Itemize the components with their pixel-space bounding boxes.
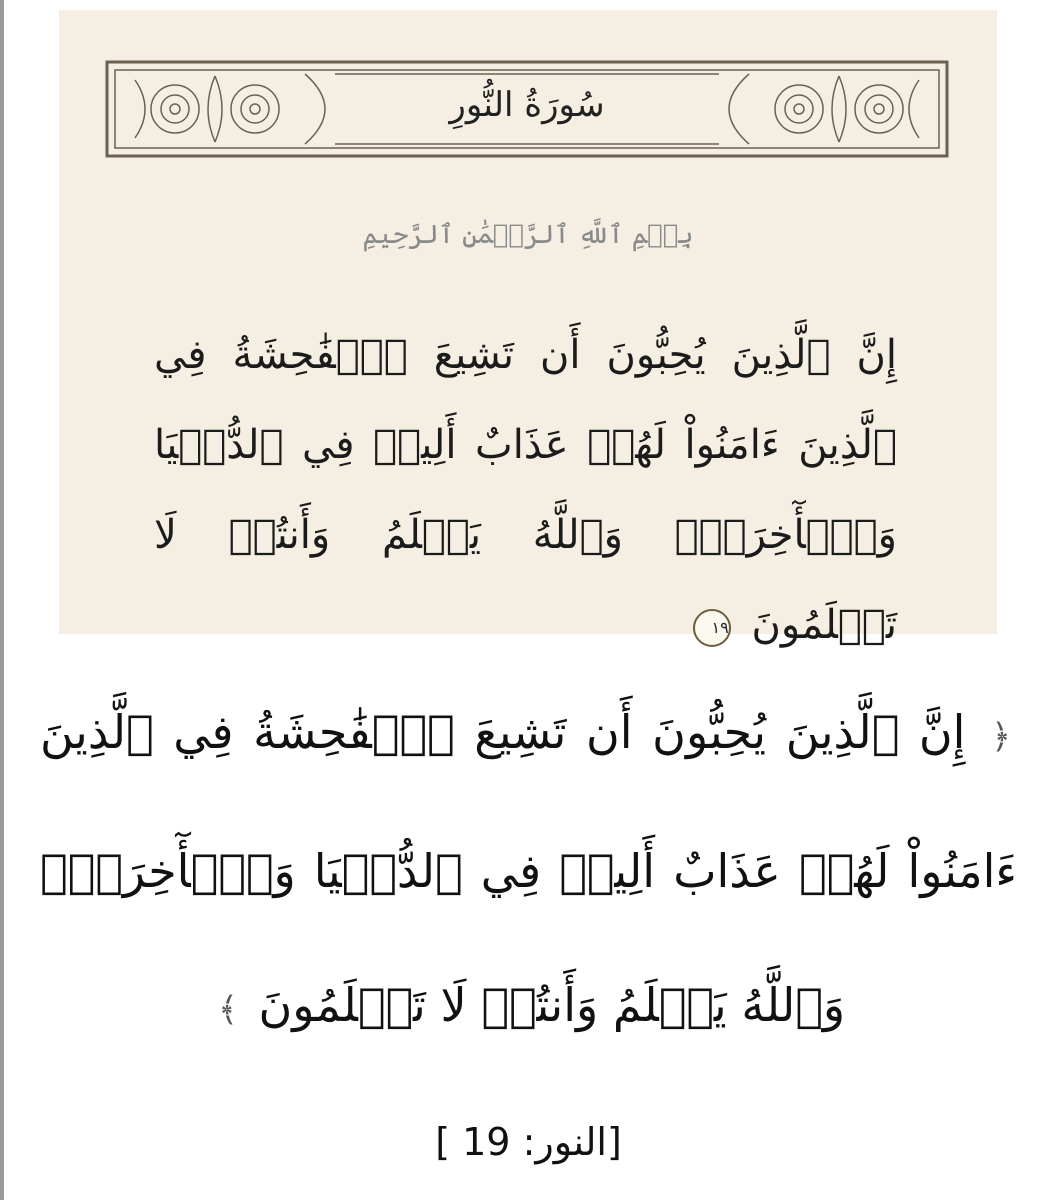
left-edge-rule — [0, 0, 4, 1200]
ornament-close-icon: ﴾ — [217, 990, 238, 1030]
main-verse-body: إِنَّ ٱلَّذِينَ يُحِبُّونَ أَن تَشِيعَ ٱلۡفَٰحِشَةُ فِي ٱلَّذِينَ ءَامَنُواْ لَهُمۡ عَذَابٌ أَلِيمٞ فِي ٱلدُّنۡيَا وَٱلۡأٓخِرَةِۚ وَٱللَّهُ يَعۡلَمُ وَأَنتُمۡ لَا تَعۡلَمُونَ — [40, 705, 1017, 1032]
surah-header-banner — [105, 60, 949, 158]
ayah-number-marker: ١٩ — [693, 609, 731, 647]
basmala: بِسۡمِ ٱللَّهِ ٱلرَّحۡمَٰنِ ٱلرَّحِيمِ — [362, 220, 694, 250]
mushaf-verse-card — [59, 10, 997, 648]
card-verse-text — [154, 310, 897, 670]
card-verse-body: إِنَّ ٱلَّذِينَ يُحِبُّونَ أَن تَشِيعَ ٱلۡفَٰحِشَةُ فِي ٱلَّذِينَ ءَامَنُواْ لَهُمۡ عَذَابٌ أَلِيمٞ فِي ٱلدُّنۡيَا وَٱلۡأٓخِرَةِۚ وَٱللَّهُ يَعۡلَمُ وَأَنتُمۡ لَا تَعۡلَمُونَ — [154, 332, 897, 648]
surah-title: سُورَةُ النُّورِ — [449, 85, 605, 125]
ornament-open-icon: ﴿ — [991, 717, 1011, 757]
verse-reference: [ النور: 19] — [435, 1120, 622, 1164]
main-verse-text — [40, 665, 1017, 1077]
